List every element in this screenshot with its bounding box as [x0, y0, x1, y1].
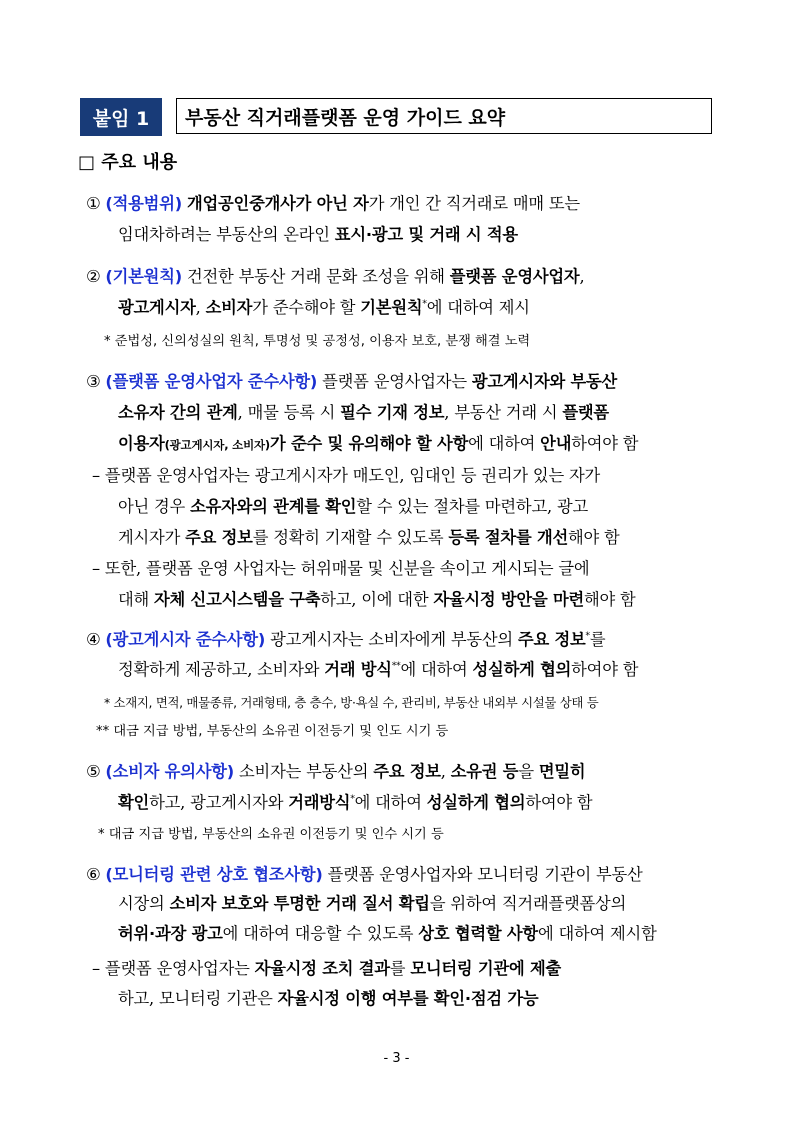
- text: 에 대하여 제시함: [537, 924, 657, 943]
- text: 을: [518, 762, 539, 781]
- bold-text: 소유자와의 관계를 확인: [190, 497, 357, 516]
- bold-text: 거래방식: [288, 793, 351, 812]
- attachment-tag: 붙임 1: [80, 98, 162, 136]
- page-number: - 3 -: [383, 1051, 410, 1066]
- text: 광고게시자는 소비자에게 부동산의: [265, 630, 518, 649]
- bold-text: 이용자: [118, 434, 165, 453]
- bold-text: 면밀히: [538, 762, 586, 781]
- item-3-dash-1-line-2: [118, 493, 588, 517]
- text: 건전한 부동산 거래 문화 조성을 위해: [181, 267, 450, 286]
- item-3-dash-2-line-1: – 또한, 플랫폼 운영 사업자는 허위매물 및 신분을 속이고 게시되는 글에: [92, 559, 590, 578]
- item-5-line-2: 확인하고, 광고게시자와 거래방식*에 대하여 성실하게 협의하여야 함: [118, 793, 593, 812]
- text: 게시자가: [118, 528, 186, 547]
- item-6-dash-line-2: [118, 985, 538, 1009]
- item-4-line-2: 정확하게 제공하고, 소비자와 거래 방식**에 대하여 성실하게 협의하여야 함: [118, 660, 639, 679]
- bold-text: 필수 기재 정보: [340, 403, 445, 422]
- item-2-footnote: * 준법성, 신의성실의 원칙, 투명성 및 공정성, 이용자 보호, 분쟁 해결 노력: [104, 334, 531, 349]
- doc-title: 부동산 직거래플랫폼 운영 가이드 요약: [176, 98, 712, 134]
- text: ,: [195, 298, 206, 317]
- item-1-line-1: [86, 190, 580, 214]
- item-5-line-1: [86, 758, 585, 782]
- text: 대해: [118, 590, 155, 609]
- text: 아닌 경우: [118, 497, 191, 516]
- text: 을 위하여 직거래플랫폼상의: [429, 894, 627, 913]
- text: ,: [440, 762, 451, 781]
- text: 소비자는 부동산의: [234, 762, 374, 781]
- text: 에 대하여 대응할 수 있도록: [222, 924, 419, 943]
- bold-text: 플랫폼 운영사업자: [449, 267, 580, 286]
- bold-text: 성실하게 협의: [472, 660, 572, 679]
- bold-text: 자율시정 조치 결과: [254, 959, 390, 978]
- text: 하고, 광고게시자와: [149, 793, 289, 812]
- bold-text: 허위·과장 광고: [118, 924, 223, 943]
- text: , 부동산 거래 시: [444, 403, 563, 422]
- bold-text: 주요 정보: [185, 528, 253, 547]
- text: 를: [389, 959, 411, 978]
- item-number: ①: [86, 194, 101, 213]
- item-3-dash-2-line-2: [118, 586, 636, 610]
- doc-header: [80, 98, 506, 136]
- item-label: (소비자 유의사항): [105, 762, 235, 781]
- text: 하여야 함: [525, 793, 593, 812]
- text: 에 대하여: [468, 434, 541, 453]
- text: 에 대하여: [400, 660, 473, 679]
- item-3-line-3: [118, 430, 638, 454]
- text: , 매물 등록 시: [237, 403, 341, 422]
- item-label: (모니터링 관련 상호 협조사항): [105, 865, 323, 884]
- text: 에 대하여 제시: [426, 298, 530, 317]
- text: 가 준수해야 할: [252, 298, 361, 317]
- bold-text: 자체 신고시스템을 구축: [154, 590, 321, 609]
- text: 임대차하려는 부동산의 온라인: [118, 225, 335, 244]
- section-title: □ 주요 내용: [78, 152, 178, 173]
- bold-text: 소비자 보호와 투명한 거래 질서 확립: [169, 894, 430, 913]
- bold-text: 안내: [540, 434, 572, 453]
- item-6-line-1: [86, 861, 643, 885]
- item-4-line-1: ④ (광고게시자 준수사항) 광고게시자는 소비자에게 부동산의 주요 정보*를: [86, 630, 606, 649]
- bold-text: 주요 정보: [517, 630, 586, 649]
- text: 가 개인 간 직거래로 매매 또는: [368, 194, 580, 213]
- item-label: (적용범위): [105, 194, 182, 213]
- bold-text: 모니터링 기관에 제출: [410, 959, 561, 978]
- bold-text: 개업공인중개사가 아닌 자: [186, 194, 369, 213]
- text: 해야 함: [568, 528, 620, 547]
- bold-text: 소유권 등: [450, 762, 519, 781]
- item-6-dash-line-1: [92, 955, 561, 979]
- text: 하고, 이에 대한: [320, 590, 434, 609]
- item-label: (광고게시자 준수사항): [105, 630, 266, 649]
- text: 하여야 함: [571, 434, 639, 453]
- text: 시장의: [118, 894, 170, 913]
- item-3-line-2: [118, 399, 609, 423]
- item-4-footnote-2: ** 대금 지급 방법, 부동산의 소유권 이전등기 및 인도 시기 등: [96, 724, 449, 739]
- bold-text: 소유자 간의 관계: [118, 403, 238, 422]
- item-4-footnote-1: * 소재지, 면적, 매물종류, 거래형태, 층 층수, 방·욕실 수, 관리비, 부동산 내외부 시설물 상태 등: [104, 695, 599, 710]
- bold-text: 성실하게 협의: [426, 793, 526, 812]
- item-3-dash-1-line-3: [118, 524, 620, 548]
- item-5-footnote: * 대금 지급 방법, 부동산의 소유권 이전등기 및 인수 시기 등: [98, 827, 444, 842]
- bold-text: 광고게시자: [118, 298, 196, 317]
- item-label: (기본원칙): [105, 267, 182, 286]
- bold-text: (광고게시자, 소비자): [164, 438, 270, 452]
- item-6-line-3: [118, 920, 657, 944]
- bold-text: 자율시정 이행 여부를 확인·점검 가능: [277, 989, 539, 1008]
- text: 하여야 함: [571, 660, 639, 679]
- bold-text: 확인: [118, 793, 150, 812]
- bold-text: 플랫폼: [562, 403, 609, 422]
- bold-text: 상호 협력할 사항: [418, 924, 538, 943]
- text: 를: [589, 630, 606, 649]
- text: 를 정확히 기재할 수 있도록: [252, 528, 449, 547]
- text: – 플랫폼 운영사업자는: [92, 959, 255, 978]
- text: 할 수 있는 절차를 마련하고, 광고: [356, 497, 588, 516]
- item-3-line-1: [86, 368, 617, 392]
- item-label: (플랫폼 운영사업자 준수사항): [105, 372, 318, 391]
- text: 플랫폼 운영사업자와 모니터링 기관이 부동산: [322, 865, 643, 884]
- item-number: ②: [86, 267, 101, 286]
- item-3-dash-1-line-1: – 플랫폼 운영사업자는 광고게시자가 매도인, 임대인 등 권리가 있는 자가: [92, 466, 601, 485]
- bold-text: 주요 정보: [373, 762, 441, 781]
- bold-text: 거래 방식: [324, 660, 392, 679]
- item-number: ⑥: [86, 865, 101, 884]
- bold-text: 가 준수 및 유의해야 할 사항: [269, 434, 469, 453]
- bold-text: 표시·광고 및 거래 시 적용: [334, 225, 518, 244]
- bold-text: 등록 절차를 개선: [448, 528, 569, 547]
- item-1-line-2: [118, 221, 518, 245]
- item-number: ④: [86, 630, 101, 649]
- text: 하고, 모니터링 기관은: [118, 989, 278, 1008]
- bold-text: 광고게시자와 부동산: [471, 372, 618, 391]
- item-number: ③: [86, 372, 101, 391]
- item-6-line-2: [118, 890, 626, 914]
- bold-text: 소비자: [205, 298, 253, 317]
- bold-text: 기본원칙: [360, 298, 423, 317]
- item-number: ⑤: [86, 762, 101, 781]
- text: 에 대하여: [354, 793, 427, 812]
- text: 플랫폼 운영사업자는: [317, 372, 472, 391]
- bold-text: 자율시정 방안을 마련: [433, 590, 585, 609]
- item-2-line-2: 광고게시자, 소비자가 준수해야 할 기본원칙*에 대하여 제시: [118, 298, 530, 317]
- text: 정확하게 제공하고, 소비자와: [118, 660, 325, 679]
- text: 해야 함: [584, 590, 636, 609]
- item-2-line-1: ② (기본원칙) 건전한 부동산 거래 문화 조성을 위해 플랫폼 운영사업자,: [86, 267, 585, 286]
